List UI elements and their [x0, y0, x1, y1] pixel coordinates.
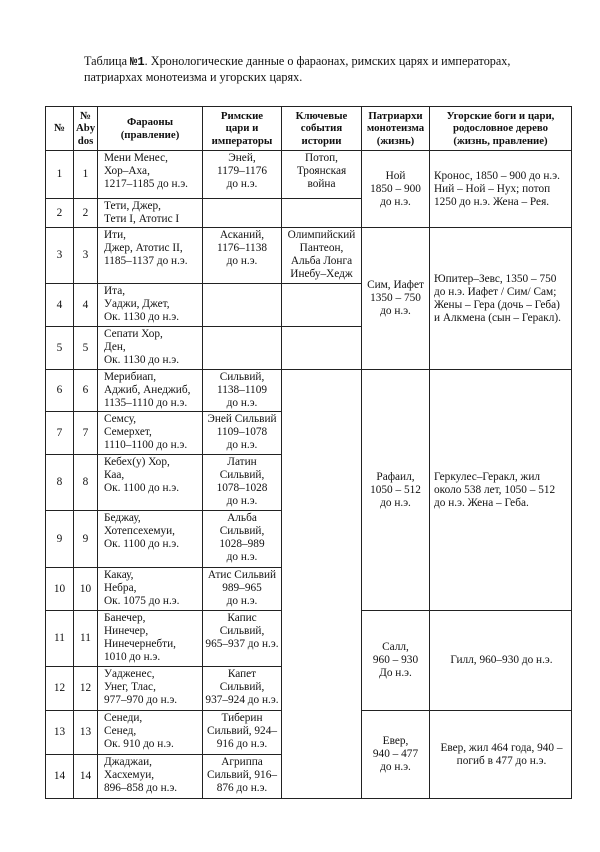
pharaoh-cell: Ита, Уаджи, Джет, Ок. 1130 до н.э. [98, 284, 203, 327]
abydos-number: 2 [74, 199, 98, 228]
roman-ruler-cell: Эней, 1179–1176 до н.э. [203, 151, 282, 199]
row-number: 12 [46, 667, 74, 711]
row-number: 9 [46, 511, 74, 568]
roman-ruler-cell: Асканий, 1176–1138 до н.э. [203, 228, 282, 284]
header-pharaohs: Фараоны (правление) [98, 107, 203, 151]
row-number: 8 [46, 455, 74, 511]
abydos-number: 1 [74, 151, 98, 199]
pharaoh-cell: Сепати Хор, Ден, Ок. 1130 до н.э. [98, 327, 203, 370]
pharaoh-cell: Джаджаи, Хасхемуи, 896–858 до н.э. [98, 755, 203, 799]
header-hungarian: Угорские боги и цари, родословное дерево (жизнь, правление) [430, 107, 572, 151]
roman-ruler-cell [203, 327, 282, 370]
abydos-number: 6 [74, 370, 98, 412]
pharaoh-cell: Кебех(у) Хор, Каа, Ок. 1100 до н.э. [98, 455, 203, 511]
row-number: 14 [46, 755, 74, 799]
pharaoh-cell: Ити, Джер, Атотис II, 1185–1137 до н.э. [98, 228, 203, 284]
patriarch-cell: Ной 1850 – 900 до н.э. [362, 151, 430, 228]
row-number: 6 [46, 370, 74, 412]
abydos-number: 5 [74, 327, 98, 370]
event-cell: Олимпийский Пантеон, Альба Лонга Инебу–Хедж [282, 228, 362, 284]
abydos-number: 3 [74, 228, 98, 284]
row-number: 3 [46, 228, 74, 284]
roman-ruler-cell: Капет Сильвий, 937–924 до н.э. [203, 667, 282, 711]
table-row [46, 151, 572, 199]
roman-ruler-cell: Агриппа Сильвий, 916– 876 до н.э. [203, 755, 282, 799]
patriarch-cell: Сим, Иафет 1350 – 750 до н.э. [362, 228, 430, 370]
row-number: 10 [46, 568, 74, 611]
patriarch-cell: Салл, 960 – 930 До н.э. [362, 611, 430, 711]
pharaoh-cell: Банечер, Нинечер, Нинечернебти, 1010 до н.э. [98, 611, 203, 667]
abydos-number: 12 [74, 667, 98, 711]
pharaoh-cell: Семсу, Семерхет, 1110–1100 до н.э. [98, 412, 203, 455]
caption-text: . Хронологические данные о фараонах, римских царях и императорах, патриархах монотеизма и угорских царях. [84, 54, 511, 84]
roman-ruler-cell: Атис Сильвий 989–965 до н.э. [203, 568, 282, 611]
abydos-number: 7 [74, 412, 98, 455]
abydos-number: 9 [74, 511, 98, 568]
roman-ruler-cell [203, 199, 282, 228]
hungarian-cell: Кронос, 1850 – 900 до н.э. Ний – Ной – Нух; потоп 1250 до н.э. Жена – Рея. [430, 151, 572, 228]
hungarian-cell: Евер, жил 464 года, 940 – погиб в 477 до н.э. [430, 711, 572, 799]
header-events: Ключевые события истории [282, 107, 362, 151]
hungarian-cell: Юпитер–Зевс, 1350 – 750 до н.э. Иафет / Сим/ Сам; Жены – Гера (дочь – Геба) и Алкмена (сын – Геракл). [430, 228, 572, 370]
roman-ruler-cell: Эней Сильвий 1109–1078 до н.э. [203, 412, 282, 455]
abydos-number: 10 [74, 568, 98, 611]
roman-ruler-cell: Альба Сильвий, 1028–989 до н.э. [203, 511, 282, 568]
row-number: 11 [46, 611, 74, 667]
table-row [46, 370, 572, 412]
roman-ruler-cell: Капис Сильвий, 965–937 до н.э. [203, 611, 282, 667]
table-row [46, 228, 572, 284]
roman-ruler-cell [203, 284, 282, 327]
abydos-number: 14 [74, 755, 98, 799]
abydos-number: 4 [74, 284, 98, 327]
event-cell [282, 199, 362, 228]
header-roman: Римские цари и императоры [203, 107, 282, 151]
header-abydos: № Aby dos [74, 107, 98, 151]
pharaoh-cell: Какау, Небра, Ок. 1075 до н.э. [98, 568, 203, 611]
header-patriarchs: Патриархи монотеизма (жизнь) [362, 107, 430, 151]
row-number: 5 [46, 327, 74, 370]
row-number: 7 [46, 412, 74, 455]
patriarch-cell: Евер, 940 – 477 до н.э. [362, 711, 430, 799]
event-cell [282, 327, 362, 370]
patriarch-cell: Рафаил, 1050 – 512 до н.э. [362, 370, 430, 611]
roman-ruler-cell: Сильвий, 1138–1109 до н.э. [203, 370, 282, 412]
row-number: 4 [46, 284, 74, 327]
row-number: 13 [46, 711, 74, 755]
header-n: № [46, 107, 74, 151]
caption-prefix: Таблица [84, 54, 131, 68]
event-cell [282, 284, 362, 327]
hungarian-cell: Геркулес–Геракл, жил около 538 лет, 1050 – 512 до н.э. Жена – Геба. [430, 370, 572, 611]
pharaoh-cell: Сенеди, Сенед, Ок. 910 до н.э. [98, 711, 203, 755]
row-number: 2 [46, 199, 74, 228]
roman-ruler-cell: Тиберин Сильвий, 924– 916 до н.э. [203, 711, 282, 755]
row-number: 1 [46, 151, 74, 199]
event-cell: Потоп, Троянская война [282, 151, 362, 199]
pharaoh-cell: Мени Менес, Хор–Аха, 1217–1185 до н.э. [98, 151, 203, 199]
caption-number: №1 [130, 55, 145, 69]
chronology-table [45, 106, 572, 799]
event-cell [282, 370, 362, 799]
pharaoh-cell: Мерибиап, Аджиб, Анеджиб, 1135–1110 до н.э. [98, 370, 203, 412]
table-caption [84, 54, 564, 85]
pharaoh-cell: Уадженес, Унег, Тлас, 977–970 до н.э. [98, 667, 203, 711]
abydos-number: 8 [74, 455, 98, 511]
pharaoh-cell: Беджау, Хотепсехемуи, Ок. 1100 до н.э. [98, 511, 203, 568]
hungarian-cell: Гилл, 960–930 до н.э. [430, 611, 572, 711]
pharaoh-cell: Тети, Джер, Тети I, Атотис I [98, 199, 203, 228]
abydos-number: 13 [74, 711, 98, 755]
roman-ruler-cell: Латин Сильвий, 1078–1028 до н.э. [203, 455, 282, 511]
abydos-number: 11 [74, 611, 98, 667]
